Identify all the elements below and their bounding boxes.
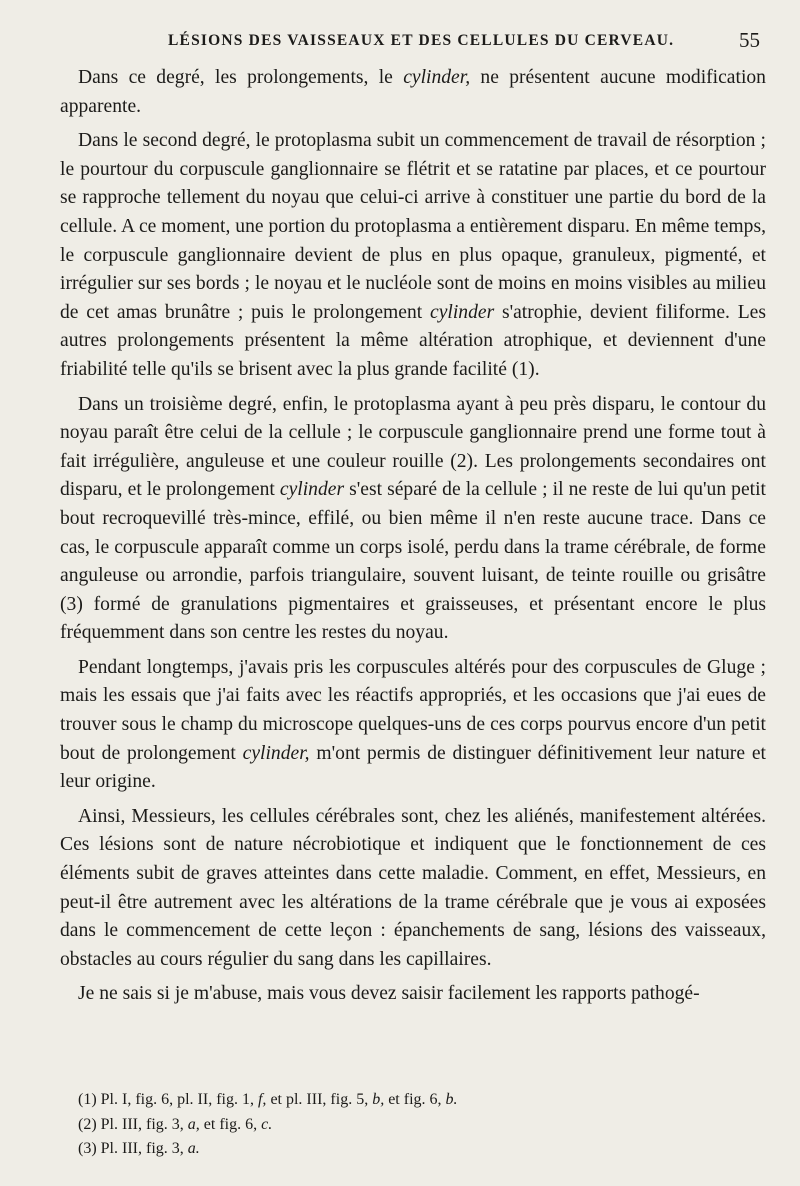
paragraph-4: Pendant longtemps, j'avais pris les corpuscules altérés pour des corpuscules de Gluge ; mais les essais que j'ai faits avec les réactifs appropriés, et les occasions que j'ai eues de trouver sous le champ du microscope quelques-uns de ces corps pourvus encore d'un petit bout de prolongement cylinder, m'ont permis de distinguer définitivement leur nature et leur origine. [60, 656, 766, 793]
footnote-1: (1) Pl. I, fig. 6, pl. II, fig. 1, f, et pl. III, fig. 5, b, et fig. 6, b. [78, 1091, 458, 1108]
italic-term: cylinder, [242, 742, 310, 764]
italic-term: cylinder [430, 301, 495, 323]
paragraph-5: Ainsi, Messieurs, les cellules cérébrales sont, chez les aliénés, manifestement altérées. Ces lésions sont de nature nécrobiotique et indiquent que le fonctionnement de ces éléments subit de graves atteintes dans cette maladie. Comment, en effet, Messieurs, en peut-il être autrement avec les altérations de la trame cérébrale que je vous ai exposées dans le commencement de cette leçon : épanchements de sang, lésions des vaisseaux, obstacles au cours régulier du sang dans les capillaires. [60, 805, 766, 970]
paragraph-2: Dans le second degré, le protoplasma subit un commencement de travail de résorption ; le pourtour du corpuscule ganglionnaire se flétrit et se ratatine par places, et ce pourtour se rapproche tellement du noyau que celui-ci arrive à constituer une partie du bord de la cellule. A ce moment, une portion du protoplasma a entièrement disparu. En même temps, le corpuscule ganglionnaire devient de plus en plus opaque, granuleux, pigmenté, et irrégulier sur ses bords ; le noyau et le nucléole sont de moins en moins visibles au milieu de cet amas brunâtre ; puis le prolongement cylinder s'atrophie, devient filiforme. Les autres prolongements présentent la même altération atrophique, et deviennent d'une friabilité telle qu'ils se brisent avec la plus grande facilité (1). [60, 130, 766, 380]
footnote-2: (2) Pl. III, fig. 3, a, et fig. 6, c. [78, 1115, 273, 1133]
page-header [60, 28, 766, 54]
paragraph-6: Je ne sais si je m'abuse, mais vous devez saisir facilement les rapports pathogé- [78, 983, 700, 1005]
italic-term: cylinder [279, 479, 345, 501]
text-body [60, 64, 766, 1009]
paragraph-1: Dans ce degré, les prolongements, le cylinder, ne présentent aucune modification apparente. [60, 67, 766, 117]
footnote-3: (3) Pl. III, fig. 3, a. [78, 1140, 200, 1157]
footnotes [78, 1088, 458, 1162]
page-number: 55 [739, 28, 760, 52]
running-title: LÉSIONS DES VAISSEAUX ET DES CELLULES DU CERVEAU. [168, 32, 675, 49]
paragraph-3: Dans un troisième degré, enfin, le protoplasma ayant à peu près disparu, le contour du noyau paraît être celui de la cellule ; le corpuscule ganglionnaire prend une forme tout à fait irrégulière, anguleuse et une couleur rouille (2). Les prolongements secondaires ont disparu, et le prolongement cylinder s'est séparé de la cellule ; il ne reste de lui qu'un petit bout recroquevillé très-mince, effilé, ou bien même il n'en reste aucune trace. Dans ce cas, le corpuscule apparaît comme un corps isolé, perdu dans la trame cérébrale, de forme anguleuse ou arrondie, parfois triangulaire, souvent luisant, de teinte rouille ou grisâtre (3) formé de granulations pigmentaires et graisseuses, et présentant encore le plus fréquemment dans son centre les restes du noyau. [60, 393, 766, 644]
italic-term: cylinder, [403, 67, 471, 88]
